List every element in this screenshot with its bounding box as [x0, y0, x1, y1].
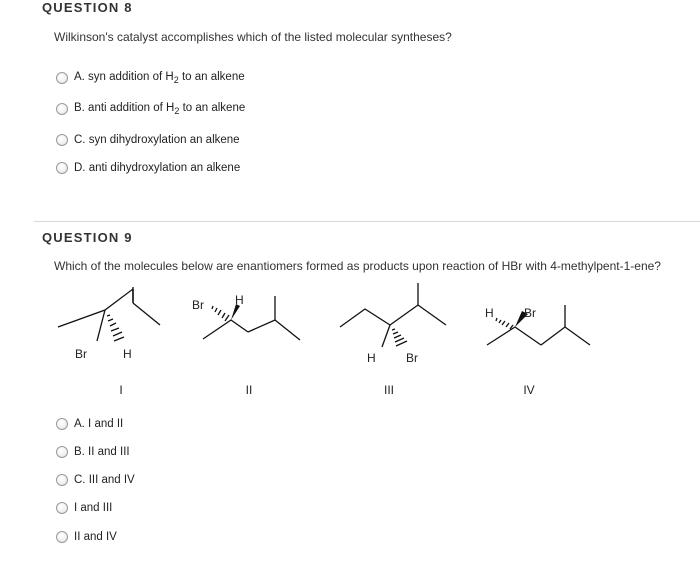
- molecule-iii: [340, 283, 446, 347]
- question-8-text: Wilkinson's catalyst accomplishes which of the listed molecular syntheses?: [54, 30, 452, 44]
- molecule-iii-numeral: III: [383, 383, 395, 397]
- option-label: A. syn addition of $H_2$ to an alkene: [74, 71, 245, 85]
- option-label: A. I and II: [74, 418, 124, 430]
- molecule-i: [58, 287, 160, 341]
- q8-option-a[interactable]: [56, 71, 245, 85]
- option-label: B. II and III: [74, 446, 130, 458]
- option-label: D. anti dihydroxylation an alkene: [74, 162, 241, 174]
- molecule-iv-br-label: Br: [524, 306, 536, 320]
- molecule-i-numeral: I: [119, 383, 123, 397]
- question-divider: [34, 221, 700, 222]
- molecule-i-br-label: Br: [75, 347, 87, 361]
- molecule-i-h-label: H: [123, 347, 132, 361]
- q8-option-b[interactable]: [56, 102, 245, 116]
- molecule-iii-br-label: Br: [406, 351, 418, 365]
- q9-option-e[interactable]: [56, 531, 117, 543]
- q9-option-b[interactable]: [56, 446, 130, 458]
- question-8-heading: QUESTION 8: [42, 0, 133, 15]
- molecule-structures: [0, 280, 700, 380]
- molecule-ii-numeral: II: [245, 383, 253, 397]
- radio-button[interactable]: [56, 72, 68, 84]
- option-label: B. anti addition of $H_2$ to an alkene: [74, 102, 246, 116]
- q9-option-c[interactable]: [56, 474, 135, 486]
- hashed-wedge: [212, 306, 229, 321]
- hashed-wedge: [107, 315, 124, 341]
- molecule-iv: [487, 305, 590, 345]
- question-9-text: Which of the molecules below are enantiomers formed as products upon reaction of HBr with 4-methylpent-1-ene?: [54, 259, 661, 273]
- molecule-iv-h-label: H: [485, 306, 494, 320]
- molecule-iii-h-label: H: [367, 351, 376, 365]
- option-label: C. syn dihydroxylation an alkene: [74, 134, 240, 146]
- radio-button[interactable]: [56, 418, 68, 430]
- radio-button[interactable]: [56, 103, 68, 115]
- q8-option-d[interactable]: [56, 162, 240, 174]
- q9-option-a[interactable]: [56, 418, 123, 430]
- q8-option-c[interactable]: [56, 134, 240, 146]
- option-label: C. III and IV: [74, 474, 135, 486]
- radio-button[interactable]: [56, 162, 68, 174]
- q9-option-d[interactable]: [56, 502, 112, 514]
- option-label: I and III: [74, 502, 113, 514]
- hashed-wedge: [496, 318, 513, 329]
- radio-button[interactable]: [56, 134, 68, 146]
- radio-button[interactable]: [56, 502, 68, 514]
- radio-button[interactable]: [56, 531, 68, 543]
- molecule-ii: [203, 296, 300, 340]
- option-label: II and IV: [74, 531, 117, 543]
- radio-button[interactable]: [56, 474, 68, 486]
- question-9-heading: QUESTION 9: [42, 230, 133, 245]
- molecule-iv-numeral: IV: [523, 383, 535, 397]
- molecule-ii-br-label: Br: [192, 298, 204, 312]
- radio-button[interactable]: [56, 446, 68, 458]
- hashed-wedge: [392, 329, 407, 346]
- molecule-ii-h-label: H: [235, 293, 244, 307]
